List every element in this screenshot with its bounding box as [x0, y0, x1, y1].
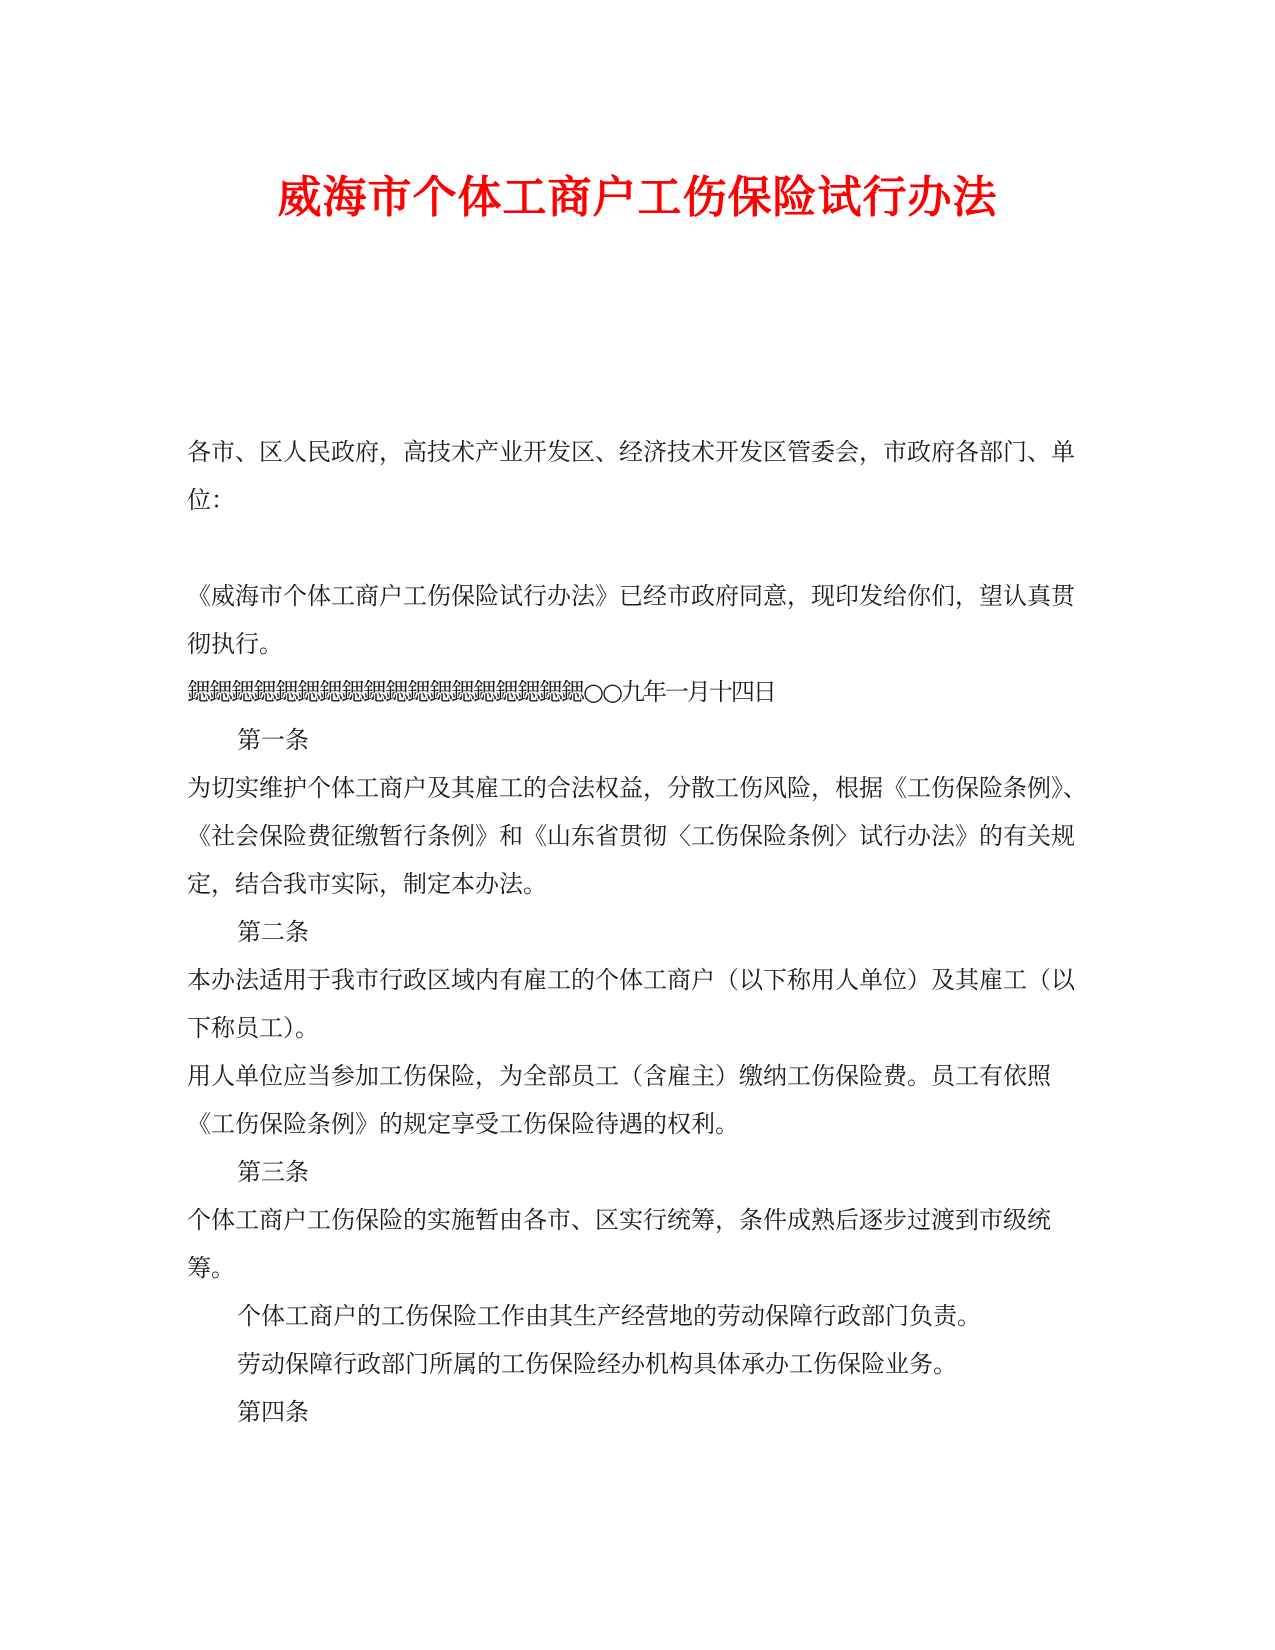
addressee-paragraph: 各市、区人民政府，高技术产业开发区、经济技术开发区管委会，市政府各部门、单位：	[187, 438, 1075, 514]
article-paragraph: 劳动保障行政部门所属的工伤保险经办机构具体承办工伤保险业务。	[237, 1350, 957, 1378]
article-paragraph: 为切实维护个体工商户及其雇工的合法权益，分散工伤风险，根据《工伤保险条例》、《社会保险费征缴暂行条例》和《山东省贯彻〈工伤保险条例〉试行办法》的有关规定，结合我市实际，制定本办法。	[187, 774, 1087, 898]
date-line: 鍶鍶鍶鍶鍶鍶鍶鍶鍶鍶鍶鍶鍶鍶鍶鍶鍶鍶○○九年一月十四日	[187, 678, 775, 706]
document-body	[187, 428, 1092, 1436]
intro-paragraph: 《威海市个体工商户工伤保险试行办法》已经市政府同意，现印发给你们，望认真贯彻执行。	[187, 582, 1075, 658]
article-paragraph: 个体工商户工伤保险的实施暂由各市、区实行统筹，条件成熟后逐步过渡到市级统筹。	[187, 1206, 1051, 1282]
article-paragraph: 本办法适用于我市行政区域内有雇工的个体工商户（以下称用人单位）及其雇工（以下称员工）。	[187, 966, 1075, 1042]
article-heading: 第三条	[237, 1158, 309, 1186]
article-heading: 第一条	[237, 726, 309, 754]
spacer	[187, 524, 1092, 572]
article-paragraph: 个体工商户的工伤保险工作由其生产经营地的劳动保障行政部门负责。	[237, 1302, 981, 1330]
article-heading: 第二条	[237, 918, 309, 946]
document-title: 威海市个体工商户工伤保险试行办法	[277, 172, 998, 223]
article-paragraph: 用人单位应当参加工伤保险，为全部员工（含雇主）缴纳工伤保险费。员工有依照《工伤保险条例》的规定享受工伤保险待遇的权利。	[187, 1062, 1051, 1138]
article-heading: 第四条	[237, 1398, 309, 1426]
